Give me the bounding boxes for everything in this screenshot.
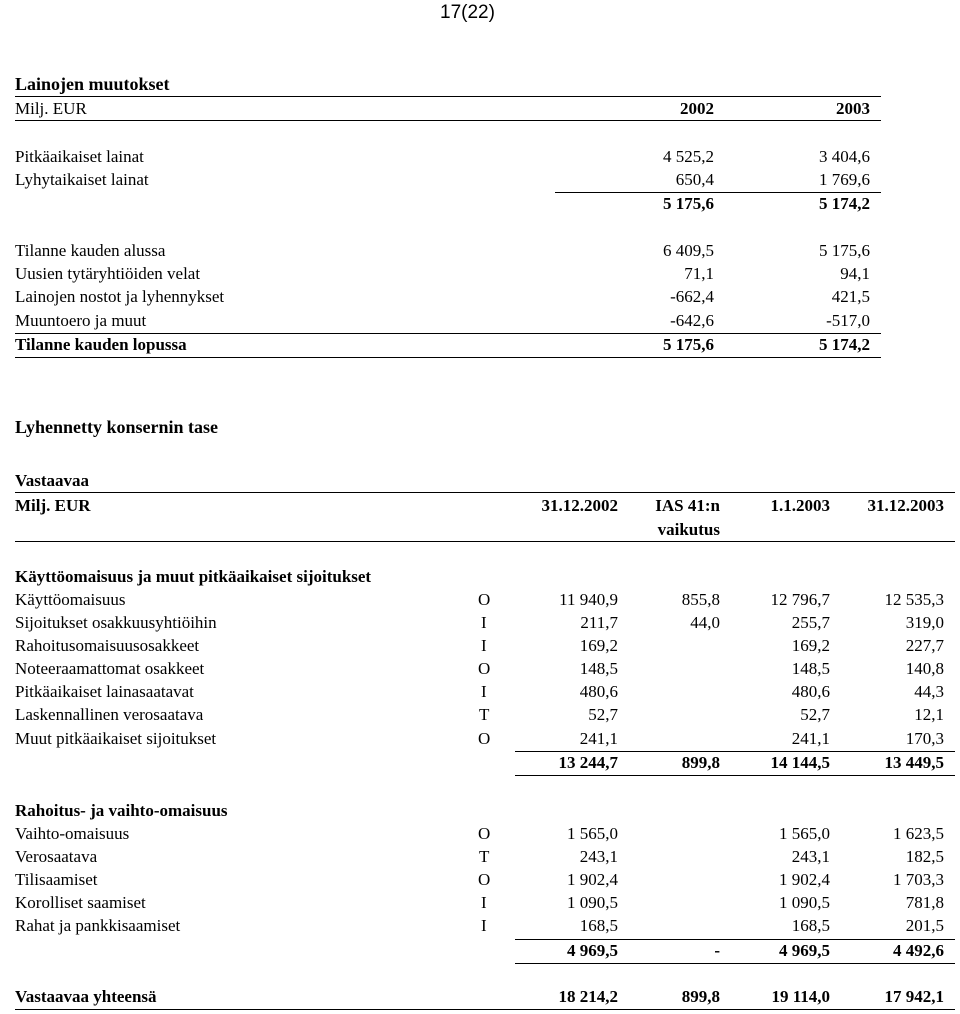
- balance-row-code: O: [478, 824, 491, 843]
- balance-row-label: Laskennallinen verosaatava: [15, 705, 204, 724]
- balance-row-value: 1 090,5: [567, 893, 618, 912]
- section1-total-value: 13 449,5: [884, 753, 944, 772]
- balance-row-code: I: [481, 893, 487, 912]
- loans-title: Lainojen muutokset: [15, 74, 170, 94]
- loans-header-rule: [15, 120, 881, 121]
- balance-row-label: Rahat ja pankkisaamiset: [15, 916, 181, 935]
- grand-total-value: 17 942,1: [884, 987, 944, 1006]
- balance-row-value: 44,3: [914, 682, 944, 701]
- loans-unit-label: Milj. EUR: [15, 99, 87, 118]
- section1-total-value: 13 244,7: [558, 753, 618, 772]
- section2-total-top-rule: [515, 939, 955, 940]
- loans-change-label: Tilanne kauden alussa: [15, 241, 166, 260]
- loans-closing-top-rule: [15, 333, 881, 334]
- loans-row-value: 3 404,6: [819, 147, 870, 166]
- balance-row-value: 12,1: [914, 705, 944, 724]
- balance-row-code: I: [481, 916, 487, 935]
- loans-closing-bottom-rule: [15, 357, 881, 358]
- balance-row-code: T: [479, 847, 490, 866]
- balance-row-value: 182,5: [905, 847, 944, 866]
- balance-row-value: 168,5: [579, 916, 618, 935]
- balance-row-value: 781,8: [905, 893, 944, 912]
- balance-row-value: 12 535,3: [884, 590, 944, 609]
- balance-row-value: 1 703,3: [893, 870, 944, 889]
- loans-subtotal-rule: [555, 192, 881, 193]
- balance-row-value: 1 565,0: [779, 824, 830, 843]
- section2-total-bottom-rule: [515, 963, 955, 964]
- balance-row-value: 1 090,5: [779, 893, 830, 912]
- balance-row-value: 12 796,7: [770, 590, 830, 609]
- balance-top-rule: [15, 492, 955, 493]
- loans-change-value: 6 409,5: [663, 241, 714, 260]
- loans-top-rule: [15, 96, 881, 97]
- section1-total-value: 899,8: [681, 753, 720, 772]
- loans-change-label: Lainojen nostot ja lyhennykset: [15, 287, 225, 306]
- grand-total-value: 19 114,0: [771, 987, 830, 1006]
- balance-row-value: 1 565,0: [567, 824, 618, 843]
- balance-row-value: 227,7: [905, 636, 944, 655]
- section1-title: Käyttöomaisuus ja muut pitkäaikaiset sijoitukset: [15, 567, 372, 586]
- loans-closing-label: Tilanne kauden lopussa: [15, 335, 187, 354]
- loans-closing-value: 5 175,6: [663, 335, 714, 354]
- section2-total-value: 4 492,6: [893, 941, 944, 960]
- balance-row-value: 319,0: [905, 613, 944, 632]
- balance-row-value: 1 623,5: [893, 824, 944, 843]
- balance-col-31-12-2003: 31.12.2003: [867, 496, 944, 515]
- loans-row-value: 1 769,6: [819, 170, 870, 189]
- balance-subtitle: Vastaavaa: [15, 471, 89, 490]
- section2-total-value: -: [714, 941, 720, 960]
- loans-change-value: 71,1: [684, 264, 714, 283]
- balance-col-1-1-2003: 1.1.2003: [770, 496, 830, 515]
- loans-change-value: 421,5: [831, 287, 870, 306]
- grand-total-label: Vastaavaa yhteensä: [15, 987, 157, 1006]
- balance-row-code: I: [481, 636, 487, 655]
- balance-row-value: 52,7: [588, 705, 618, 724]
- section2-total-value: 4 969,5: [779, 941, 830, 960]
- balance-row-value: 170,3: [905, 729, 944, 748]
- loans-change-value: -662,4: [670, 287, 714, 306]
- loans-change-label: Uusien tytäryhtiöiden velat: [15, 264, 201, 283]
- loans-subtotal-value: 5 175,6: [663, 194, 714, 213]
- loans-row-value: 4 525,2: [663, 147, 714, 166]
- loans-change-value: 5 175,6: [819, 241, 870, 260]
- balance-title: Lyhennetty konsernin tase: [15, 417, 219, 437]
- loans-col-2002: 2002: [680, 99, 714, 118]
- section1-total-value: 14 144,5: [770, 753, 830, 772]
- loans-subtotal-value: 5 174,2: [819, 194, 870, 213]
- balance-row-code: O: [478, 659, 491, 678]
- balance-col-31-12-2002: 31.12.2002: [541, 496, 618, 515]
- section2-title: Rahoitus- ja vaihto-omaisuus: [15, 801, 228, 820]
- balance-row-code: I: [481, 682, 487, 701]
- balance-row-value: 148,5: [579, 659, 618, 678]
- balance-row-value: 168,5: [791, 916, 830, 935]
- balance-row-value: 243,1: [791, 847, 830, 866]
- balance-row-label: Verosaatava: [15, 847, 98, 866]
- balance-row-label: Vaihto-omaisuus: [15, 824, 130, 843]
- balance-row-code: I: [481, 613, 487, 632]
- loans-change-value: -517,0: [826, 311, 870, 330]
- grand-total-rule: [15, 1009, 955, 1010]
- loans-row-label: Lyhytaikaiset lainat: [15, 170, 149, 189]
- balance-row-label: Noteeraamattomat osakkeet: [15, 659, 205, 678]
- balance-row-label: Rahoitusomaisuusosakkeet: [15, 636, 200, 655]
- page-number: 17(22): [440, 2, 495, 23]
- balance-row-value: 52,7: [800, 705, 830, 724]
- section1-total-top-rule: [515, 751, 955, 752]
- balance-row-value: 211,7: [580, 613, 618, 632]
- balance-row-value: 1 902,4: [567, 870, 618, 889]
- balance-row-value: 201,5: [905, 916, 944, 935]
- section2-total-value: 4 969,5: [567, 941, 618, 960]
- balance-row-label: Korolliset saamiset: [15, 893, 146, 912]
- balance-row-value: 241,1: [791, 729, 830, 748]
- balance-row-label: Pitkäaikaiset lainasaatavat: [15, 682, 194, 701]
- balance-row-value: 169,2: [579, 636, 618, 655]
- loans-change-label: Muuntoero ja muut: [15, 311, 147, 330]
- balance-col-ias41-line2: vaikutus: [657, 520, 720, 539]
- balance-row-code: O: [478, 729, 491, 748]
- balance-row-value: 855,8: [681, 590, 720, 609]
- balance-row-value: 1 902,4: [779, 870, 830, 889]
- balance-unit-label: Milj. EUR: [15, 496, 91, 515]
- section1-total-bottom-rule: [515, 775, 955, 776]
- balance-row-value: 243,1: [579, 847, 618, 866]
- balance-row-label: Muut pitkäaikaiset sijoitukset: [15, 729, 217, 748]
- balance-header-rule: [15, 541, 955, 542]
- balance-row-value: 255,7: [791, 613, 830, 632]
- balance-row-value: 480,6: [579, 682, 618, 701]
- balance-row-value: 148,5: [791, 659, 830, 678]
- balance-row-value: 241,1: [579, 729, 618, 748]
- balance-row-code: O: [478, 870, 491, 889]
- balance-row-code: O: [478, 590, 491, 609]
- loans-closing-value: 5 174,2: [819, 335, 870, 354]
- balance-row-code: T: [479, 705, 490, 724]
- balance-row-label: Käyttöomaisuus: [15, 590, 126, 609]
- balance-row-value: 169,2: [791, 636, 830, 655]
- balance-row-value: 44,0: [690, 613, 720, 632]
- loans-change-value: -642,6: [670, 311, 714, 330]
- loans-row-value: 650,4: [675, 170, 714, 189]
- balance-row-label: Sijoitukset osakkuusyhtiöihin: [15, 613, 217, 632]
- grand-total-value: 899,8: [681, 987, 720, 1006]
- balance-row-value: 140,8: [905, 659, 944, 678]
- loans-col-2003: 2003: [836, 99, 870, 118]
- balance-row-value: 480,6: [791, 682, 830, 701]
- grand-total-value: 18 214,2: [558, 987, 618, 1006]
- balance-col-ias41: IAS 41:n: [655, 496, 720, 515]
- loans-change-value: 94,1: [840, 264, 870, 283]
- balance-row-value: 11 940,9: [559, 590, 618, 609]
- loans-row-label: Pitkäaikaiset lainat: [15, 147, 144, 166]
- balance-row-label: Tilisaamiset: [15, 870, 98, 889]
